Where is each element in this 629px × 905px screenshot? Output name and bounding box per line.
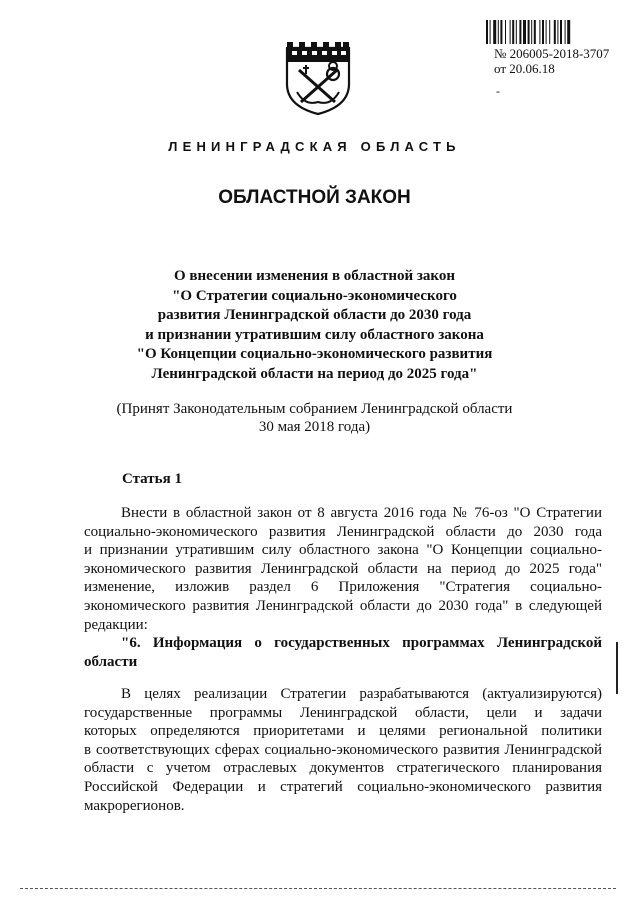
adoption-line: 30 мая 2018 года) bbox=[258, 419, 371, 435]
registration-number: № 206005-2018-3707 bbox=[494, 46, 610, 61]
paragraph-line: которых определяются приоритетами и целями региональной политики bbox=[84, 723, 602, 740]
barcode-bar bbox=[557, 20, 558, 44]
barcode-bar bbox=[560, 20, 562, 44]
barcode-bar bbox=[516, 20, 517, 44]
barcode-bar bbox=[519, 20, 521, 44]
law-title bbox=[80, 267, 549, 384]
paragraph-line: макрорегионов. bbox=[84, 797, 185, 814]
barcode bbox=[486, 20, 612, 44]
paragraph-line: экономического развития Ленинградской области на период до 2025 года" bbox=[84, 560, 602, 577]
barcode-bar bbox=[567, 20, 570, 44]
adoption-note bbox=[60, 400, 569, 436]
barcode-bar bbox=[498, 20, 499, 44]
barcode-bar bbox=[500, 20, 502, 44]
barcode-bar bbox=[510, 20, 511, 44]
paragraph-line: в соответствующих сферах социально-экономического развития Ленинградской bbox=[84, 741, 602, 758]
coat-of-arms-emblem bbox=[283, 40, 353, 116]
scan-edge-line bbox=[20, 888, 616, 889]
barcode-bar bbox=[554, 20, 556, 44]
title-line: Ленинградской области на период до 2025 года" bbox=[151, 365, 478, 382]
paragraph-line: редакции: bbox=[84, 616, 148, 633]
margin-mark bbox=[616, 642, 618, 694]
barcode-bar bbox=[565, 20, 566, 44]
title-line: развития Ленинградской области до 2030 года bbox=[157, 307, 472, 323]
barcode-bar bbox=[531, 20, 532, 44]
registration-info bbox=[494, 46, 609, 76]
title-line: О внесении изменения в областной закон bbox=[173, 268, 456, 284]
paragraph-line: В целях реализации Стратегии разрабатываются (актуализируются) bbox=[121, 686, 602, 702]
barcode-bar bbox=[549, 20, 550, 44]
barcode-bar bbox=[534, 20, 536, 44]
paragraph-line: Российской Федерации и стратегий социально-экономического развития bbox=[84, 778, 602, 795]
title-line: и признании утратившим силу областного закона bbox=[145, 326, 484, 343]
paragraph-line: изменение, изложив раздел 6 Приложения "Стратегия социально- bbox=[84, 579, 602, 596]
barcode-bar bbox=[546, 20, 547, 44]
registration-mark: - bbox=[496, 84, 500, 98]
barcode-bar bbox=[486, 20, 488, 44]
barcode-bar bbox=[490, 20, 491, 44]
paragraph-line: области с учетом отраслевых документов стратегического планирования bbox=[84, 760, 602, 777]
article-body bbox=[84, 504, 602, 671]
paragraph-line: Внести в областной закон от 8 августа 2016 года № 76-оз "О Стратегии bbox=[121, 505, 602, 521]
barcode-bar bbox=[505, 20, 506, 44]
barcode-bar bbox=[523, 20, 526, 44]
title-line: "О Стратегии социально-экономического bbox=[172, 287, 457, 304]
region-name: ЛЕНИНГРАДСКАЯ ОБЛАСТЬ bbox=[168, 139, 461, 154]
barcode-bar bbox=[528, 20, 530, 44]
paragraph-line: государственные программы Ленинградской области, цели и задачи bbox=[84, 704, 602, 721]
title-line: "О Концепции социально-экономического развития bbox=[136, 346, 493, 362]
section-heading-line: "6. Информация о государственных программах Ленинградской bbox=[121, 635, 602, 652]
section-body bbox=[84, 685, 602, 815]
document-type: ОБЛАСТНОЙ ЗАКОН bbox=[218, 187, 411, 208]
article-heading: Статья 1 bbox=[122, 471, 182, 487]
barcode-bar bbox=[539, 20, 540, 44]
adoption-line: (Принят Законодательным собранием Ленинградской области bbox=[116, 401, 513, 417]
section-heading-line: области bbox=[84, 653, 138, 670]
registration-date: от 20.06.18 bbox=[494, 61, 555, 76]
paragraph-line: социально-экономического развития Ленинградской области до 2030 года bbox=[84, 523, 602, 540]
barcode-bar bbox=[493, 20, 496, 44]
barcode-bar bbox=[542, 20, 544, 44]
paragraph-line: и признании утратившим силу областного закона "О Концепции социально- bbox=[84, 542, 602, 559]
barcode-bar bbox=[512, 20, 514, 44]
paragraph-line: экономического развития Ленинградской области до 2030 года" в следующей bbox=[84, 597, 602, 614]
